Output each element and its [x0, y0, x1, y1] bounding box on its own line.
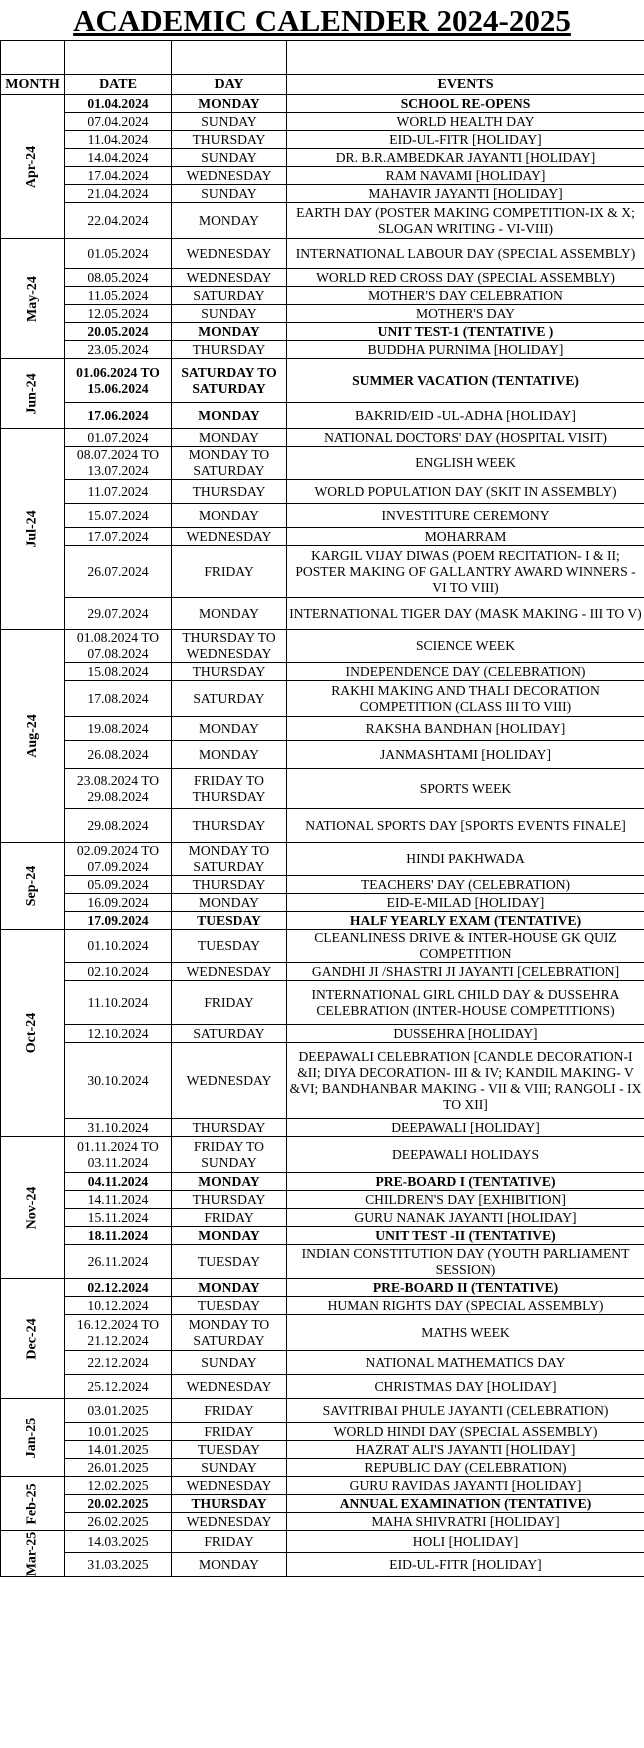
day-cell: FRIDAY	[172, 981, 287, 1025]
date-cell: 11.10.2024	[65, 981, 172, 1025]
day-cell: TUESDAY	[172, 1297, 287, 1315]
day-cell: WEDNESDAY	[172, 1477, 287, 1495]
header-day: DAY	[172, 75, 287, 95]
day-cell: WEDNESDAY	[172, 963, 287, 981]
date-cell: 01.04.2024	[65, 95, 172, 113]
table-row	[1, 1245, 644, 1279]
date-cell: 26.01.2025	[65, 1459, 172, 1477]
date-cell: 26.08.2024	[65, 741, 172, 769]
date-cell: 31.10.2024	[65, 1119, 172, 1137]
event-cell: SCIENCE WEEK	[287, 630, 644, 663]
day-cell: MONDAY	[172, 403, 287, 429]
day-cell: FRIDAY	[172, 1423, 287, 1441]
day-cell: FRIDAY	[172, 546, 287, 598]
date-cell: 07.04.2024	[65, 113, 172, 131]
month-cell	[1, 1279, 65, 1399]
month-cell	[1, 1531, 65, 1577]
date-cell: 14.01.2025	[65, 1441, 172, 1459]
date-cell: 04.11.2024	[65, 1173, 172, 1191]
event-cell: WORLD HEALTH DAY	[287, 113, 644, 131]
date-cell: 10.12.2024	[65, 1297, 172, 1315]
event-cell: SUMMER VACATION (TENTATIVE)	[287, 359, 644, 403]
date-cell: 20.05.2024	[65, 323, 172, 341]
day-cell: THURSDAY TO WEDNESDAY	[172, 630, 287, 663]
date-cell: 08.07.2024 TO 13.07.2024	[65, 447, 172, 480]
event-cell: EID-UL-FITR [HOLIDAY]	[287, 131, 644, 149]
table-row	[1, 1043, 644, 1119]
date-cell: 17.06.2024	[65, 403, 172, 429]
date-cell: 10.01.2025	[65, 1423, 172, 1441]
day-cell: WEDNESDAY	[172, 239, 287, 269]
day-cell: SATURDAY	[172, 287, 287, 305]
month-label: Nov-24	[24, 1186, 40, 1229]
date-cell: 18.11.2024	[65, 1227, 172, 1245]
date-cell: 01.10.2024	[65, 930, 172, 963]
day-cell: MONDAY	[172, 717, 287, 741]
table-row	[1, 1375, 644, 1399]
date-cell: 14.04.2024	[65, 149, 172, 167]
day-cell: TUESDAY	[172, 1441, 287, 1459]
event-cell: SAVITRIBAI PHULE JAYANTI (CELEBRATION)	[287, 1399, 644, 1423]
event-cell: WORLD POPULATION DAY (SKIT IN ASSEMBLY)	[287, 480, 644, 504]
table-row	[1, 1191, 644, 1209]
table-row	[1, 843, 644, 876]
event-cell: BAKRID/EID -UL-ADHA [HOLIDAY]	[287, 403, 644, 429]
day-cell: SUNDAY	[172, 1351, 287, 1375]
day-cell: THURSDAY	[172, 876, 287, 894]
table-row	[1, 429, 644, 447]
day-cell: WEDNESDAY	[172, 1513, 287, 1531]
event-cell: DEEPAWALI HOLIDAYS	[287, 1137, 644, 1173]
table-row	[1, 630, 644, 663]
table-row	[1, 981, 644, 1025]
table-row	[1, 1315, 644, 1351]
event-cell: RAKHI MAKING AND THALI DECORATION COMPETITION (CLASS III TO VIII)	[287, 681, 644, 717]
table-row	[1, 95, 644, 113]
day-cell: MONDAY	[172, 1279, 287, 1297]
event-cell: DEEPAWALI CELEBRATION [CANDLE DECORATION-I &II; DIYA DECORATION- III & IV; KANDIL MAKING- V &VI; BANDHANBAR MAKING - VII & VIII; RANGOLI - IX TO XII]	[287, 1043, 644, 1119]
date-cell: 01.05.2024	[65, 239, 172, 269]
table-row	[1, 598, 644, 630]
event-cell: MATHS WEEK	[287, 1315, 644, 1351]
month-label: Jul-24	[24, 510, 40, 548]
date-cell: 11.07.2024	[65, 480, 172, 504]
month-cell	[1, 930, 65, 1137]
day-cell: SUNDAY	[172, 1459, 287, 1477]
table-row	[1, 1441, 644, 1459]
table-row	[1, 323, 644, 341]
month-cell	[1, 239, 65, 359]
event-cell: PRE-BOARD I (TENTATIVE)	[287, 1173, 644, 1191]
table-row	[1, 717, 644, 741]
table-row	[1, 447, 644, 480]
date-cell: 17.04.2024	[65, 167, 172, 185]
event-cell: INVESTITURE CEREMONY	[287, 504, 644, 528]
day-cell: SATURDAY	[172, 1025, 287, 1043]
day-cell: FRIDAY TO THURSDAY	[172, 769, 287, 809]
table-row	[1, 546, 644, 598]
table-row	[1, 963, 644, 981]
month-cell	[1, 429, 65, 630]
date-cell: 26.07.2024	[65, 546, 172, 598]
event-cell: REPUBLIC DAY (CELEBRATION)	[287, 1459, 644, 1477]
day-cell: FRIDAY TO SUNDAY	[172, 1137, 287, 1173]
month-cell	[1, 630, 65, 843]
month-label: May-24	[24, 275, 40, 322]
table-row	[1, 1459, 644, 1477]
day-cell: THURSDAY	[172, 1191, 287, 1209]
event-cell: DR. B.R.AMBEDKAR JAYANTI [HOLIDAY]	[287, 149, 644, 167]
date-cell: 19.08.2024	[65, 717, 172, 741]
day-cell: THURSDAY	[172, 131, 287, 149]
header-date: DATE	[65, 75, 172, 95]
day-cell: WEDNESDAY	[172, 1043, 287, 1119]
event-cell: DEEPAWALI [HOLIDAY]	[287, 1119, 644, 1137]
table-row	[1, 149, 644, 167]
event-cell: SCHOOL RE-OPENS	[287, 95, 644, 113]
table-row	[1, 1513, 644, 1531]
event-cell: GURU NANAK JAYANTI [HOLIDAY]	[287, 1209, 644, 1227]
event-cell: EARTH DAY (POSTER MAKING COMPETITION-IX & X; SLOGAN WRITING - VI-VIII)	[287, 203, 644, 239]
table-row	[1, 359, 644, 403]
date-cell: 08.05.2024	[65, 269, 172, 287]
event-cell: EID-E-MILAD [HOLIDAY]	[287, 894, 644, 912]
table-row	[1, 203, 644, 239]
table-row	[1, 741, 644, 769]
event-cell: MAHAVIR JAYANTI [HOLIDAY]	[287, 185, 644, 203]
event-cell: UNIT TEST-1 (TENTATIVE )	[287, 323, 644, 341]
table-row	[1, 1173, 644, 1191]
month-cell	[1, 359, 65, 429]
table-row	[1, 269, 644, 287]
date-cell: 02.10.2024	[65, 963, 172, 981]
event-cell: KARGIL VIJAY DIWAS (POEM RECITATION- I & II; POSTER MAKING OF GALLANTRY AWARD WINNERS - VI TO VIII)	[287, 546, 644, 598]
date-cell: 05.09.2024	[65, 876, 172, 894]
table-row	[1, 1399, 644, 1423]
month-label: Mar-25	[24, 1531, 40, 1576]
month-cell	[1, 1477, 65, 1531]
header-events: EVENTS	[287, 75, 644, 95]
table-row	[1, 480, 644, 504]
day-cell: THURSDAY	[172, 1495, 287, 1513]
table-row	[1, 1351, 644, 1375]
day-cell: MONDAY	[172, 504, 287, 528]
event-cell: WORLD RED CROSS DAY (SPECIAL ASSEMBLY)	[287, 269, 644, 287]
event-cell: CLEANLINESS DRIVE & INTER-HOUSE GK QUIZ COMPETITION	[287, 930, 644, 963]
day-cell: WEDNESDAY	[172, 269, 287, 287]
date-cell: 12.05.2024	[65, 305, 172, 323]
date-cell: 16.12.2024 TO 21.12.2024	[65, 1315, 172, 1351]
day-cell: MONDAY	[172, 741, 287, 769]
day-cell: THURSDAY	[172, 809, 287, 843]
date-cell: 12.02.2025	[65, 1477, 172, 1495]
table-row	[1, 1209, 644, 1227]
event-cell: MAHA SHIVRATRI [HOLIDAY]	[287, 1513, 644, 1531]
event-cell: BUDDHA PURNIMA [HOLIDAY]	[287, 341, 644, 359]
event-cell: ENGLISH WEEK	[287, 447, 644, 480]
event-cell: INTERNATIONAL LABOUR DAY (SPECIAL ASSEMBLY)	[287, 239, 644, 269]
day-cell: MONDAY	[172, 323, 287, 341]
table-row	[1, 1297, 644, 1315]
day-cell: MONDAY TO SATURDAY	[172, 1315, 287, 1351]
table-row	[1, 239, 644, 269]
date-cell: 12.10.2024	[65, 1025, 172, 1043]
table-row	[1, 131, 644, 149]
date-cell: 02.12.2024	[65, 1279, 172, 1297]
day-cell: MONDAY TO SATURDAY	[172, 843, 287, 876]
header-month: MONTH	[1, 75, 65, 95]
table-row	[1, 930, 644, 963]
event-cell: MOTHER'S DAY	[287, 305, 644, 323]
day-cell: FRIDAY	[172, 1399, 287, 1423]
date-cell: 31.03.2025	[65, 1553, 172, 1577]
date-cell: 22.04.2024	[65, 203, 172, 239]
page-title: ACADEMIC CALENDER 2024-2025	[73, 3, 571, 38]
date-cell: 15.08.2024	[65, 663, 172, 681]
table-row	[1, 1119, 644, 1137]
date-cell: 16.09.2024	[65, 894, 172, 912]
event-cell: JANMASHTAMI [HOLIDAY]	[287, 741, 644, 769]
event-cell: RAM NAVAMI [HOLIDAY]	[287, 167, 644, 185]
table-row	[1, 1025, 644, 1043]
event-cell: HOLI [HOLIDAY]	[287, 1531, 644, 1553]
table-row	[1, 341, 644, 359]
day-cell: MONDAY	[172, 203, 287, 239]
date-cell: 29.07.2024	[65, 598, 172, 630]
day-cell: MONDAY	[172, 1173, 287, 1191]
table-row	[1, 1531, 644, 1553]
event-cell: HUMAN RIGHTS DAY (SPECIAL ASSEMBLY)	[287, 1297, 644, 1315]
date-cell: 20.02.2025	[65, 1495, 172, 1513]
event-cell: DUSSEHRA [HOLIDAY]	[287, 1025, 644, 1043]
day-cell: WEDNESDAY	[172, 167, 287, 185]
table-row	[1, 504, 644, 528]
event-cell: NATIONAL SPORTS DAY [SPORTS EVENTS FINALE]	[287, 809, 644, 843]
day-cell: TUESDAY	[172, 930, 287, 963]
day-cell: THURSDAY	[172, 1119, 287, 1137]
table-row	[1, 876, 644, 894]
day-cell: THURSDAY	[172, 663, 287, 681]
date-cell: 03.01.2025	[65, 1399, 172, 1423]
event-cell: HAZRAT ALI'S JAYANTI [HOLIDAY]	[287, 1441, 644, 1459]
event-cell: NATIONAL DOCTORS' DAY (HOSPITAL VISIT)	[287, 429, 644, 447]
date-cell: 26.02.2025	[65, 1513, 172, 1531]
day-cell: MONDAY	[172, 598, 287, 630]
date-cell: 29.08.2024	[65, 809, 172, 843]
month-label: Feb-25	[24, 1482, 40, 1525]
month-cell	[1, 1399, 65, 1477]
event-cell: TEACHERS' DAY (CELEBRATION)	[287, 876, 644, 894]
day-cell: MONDAY	[172, 894, 287, 912]
event-cell: UNIT TEST -II (TENTATIVE)	[287, 1227, 644, 1245]
table-row	[1, 185, 644, 203]
table-row	[1, 1495, 644, 1513]
event-cell: HALF YEARLY EXAM (TENTATIVE)	[287, 912, 644, 930]
month-label: Sep-24	[24, 865, 40, 907]
event-cell: CHILDREN'S DAY [EXHIBITION]	[287, 1191, 644, 1209]
date-cell: 01.08.2024 TO 07.08.2024	[65, 630, 172, 663]
day-cell: FRIDAY	[172, 1209, 287, 1227]
date-cell: 25.12.2024	[65, 1375, 172, 1399]
month-cell	[1, 95, 65, 239]
event-cell: INDIAN CONSTITUTION DAY (YOUTH PARLIAMENT SESSION)	[287, 1245, 644, 1279]
date-cell: 01.11.2024 TO 03.11.2024	[65, 1137, 172, 1173]
date-cell: 14.03.2025	[65, 1531, 172, 1553]
month-label: Jun-24	[24, 372, 40, 415]
date-cell: 26.11.2024	[65, 1245, 172, 1279]
month-label: Jan-25	[24, 1417, 40, 1458]
table-row	[1, 167, 644, 185]
date-cell: 23.08.2024 TO 29.08.2024	[65, 769, 172, 809]
event-cell: WORLD HINDI DAY (SPECIAL ASSEMBLY)	[287, 1423, 644, 1441]
event-cell: GANDHI JI /SHASTRI JI JAYANTI [CELEBRATION]	[287, 963, 644, 981]
table-row	[1, 305, 644, 323]
table-row	[1, 113, 644, 131]
day-cell: TUESDAY	[172, 912, 287, 930]
day-cell: THURSDAY	[172, 480, 287, 504]
day-cell: WEDNESDAY	[172, 1375, 287, 1399]
blank-row	[1, 41, 644, 75]
table-row	[1, 912, 644, 930]
table-row	[1, 1137, 644, 1173]
date-cell: 30.10.2024	[65, 1043, 172, 1119]
table-row	[1, 894, 644, 912]
event-cell: HINDI PAKHWADA	[287, 843, 644, 876]
table-row	[1, 1423, 644, 1441]
day-cell: TUESDAY	[172, 1245, 287, 1279]
table-row	[1, 1553, 644, 1577]
day-cell: SUNDAY	[172, 185, 287, 203]
date-cell: 17.07.2024	[65, 528, 172, 546]
date-cell: 11.05.2024	[65, 287, 172, 305]
month-label: Dec-24	[24, 1317, 40, 1360]
month-cell	[1, 1137, 65, 1279]
date-cell: 17.08.2024	[65, 681, 172, 717]
month-label: Aug-24	[24, 714, 40, 758]
date-cell: 23.05.2024	[65, 341, 172, 359]
day-cell: FRIDAY	[172, 1531, 287, 1553]
month-label: Apr-24	[24, 145, 40, 188]
event-cell: INDEPENDENCE DAY (CELEBRATION)	[287, 663, 644, 681]
date-cell: 02.09.2024 TO 07.09.2024	[65, 843, 172, 876]
day-cell: MONDAY TO SATURDAY	[172, 447, 287, 480]
event-cell: CHRISTMAS DAY [HOLIDAY]	[287, 1375, 644, 1399]
date-cell: 01.06.2024 TO 15.06.2024	[65, 359, 172, 403]
event-cell: MOTHER'S DAY CELEBRATION	[287, 287, 644, 305]
table-row	[1, 287, 644, 305]
table-row	[1, 769, 644, 809]
date-cell: 15.11.2024	[65, 1209, 172, 1227]
table-row	[1, 681, 644, 717]
day-cell: THURSDAY	[172, 341, 287, 359]
day-cell: MONDAY	[172, 429, 287, 447]
date-cell: 11.04.2024	[65, 131, 172, 149]
calendar-table	[0, 40, 644, 1577]
event-cell: MOHARRAM	[287, 528, 644, 546]
table-row	[1, 663, 644, 681]
event-cell: INTERNATIONAL GIRL CHILD DAY & DUSSEHRA CELEBRATION (INTER-HOUSE COMPETITIONS)	[287, 981, 644, 1025]
event-cell: GURU RAVIDAS JAYANTI [HOLIDAY]	[287, 1477, 644, 1495]
event-cell: PRE-BOARD II (TENTATIVE)	[287, 1279, 644, 1297]
date-cell: 21.04.2024	[65, 185, 172, 203]
day-cell: SUNDAY	[172, 149, 287, 167]
day-cell: MONDAY	[172, 1227, 287, 1245]
day-cell: SUNDAY	[172, 305, 287, 323]
event-cell: RAKSHA BANDHAN [HOLIDAY]	[287, 717, 644, 741]
table-row	[1, 809, 644, 843]
header-row	[1, 75, 644, 95]
day-cell: WEDNESDAY	[172, 528, 287, 546]
date-cell: 15.07.2024	[65, 504, 172, 528]
day-cell: MONDAY	[172, 1553, 287, 1577]
day-cell: SATURDAY	[172, 681, 287, 717]
date-cell: 17.09.2024	[65, 912, 172, 930]
table-row	[1, 1477, 644, 1495]
day-cell: MONDAY	[172, 95, 287, 113]
table-row	[1, 1227, 644, 1245]
event-cell: SPORTS WEEK	[287, 769, 644, 809]
date-cell: 01.07.2024	[65, 429, 172, 447]
day-cell: SUNDAY	[172, 113, 287, 131]
event-cell: EID-UL-FITR [HOLIDAY]	[287, 1553, 644, 1577]
date-cell: 14.11.2024	[65, 1191, 172, 1209]
table-row	[1, 528, 644, 546]
month-cell	[1, 843, 65, 930]
table-row	[1, 1279, 644, 1297]
event-cell: ANNUAL EXAMINATION (TENTATIVE)	[287, 1495, 644, 1513]
event-cell: NATIONAL MATHEMATICS DAY	[287, 1351, 644, 1375]
date-cell: 22.12.2024	[65, 1351, 172, 1375]
event-cell: INTERNATIONAL TIGER DAY (MASK MAKING - III TO V)	[287, 598, 644, 630]
table-row	[1, 403, 644, 429]
day-cell: SATURDAY TO SATURDAY	[172, 359, 287, 403]
month-label: Oct-24	[24, 1012, 40, 1054]
